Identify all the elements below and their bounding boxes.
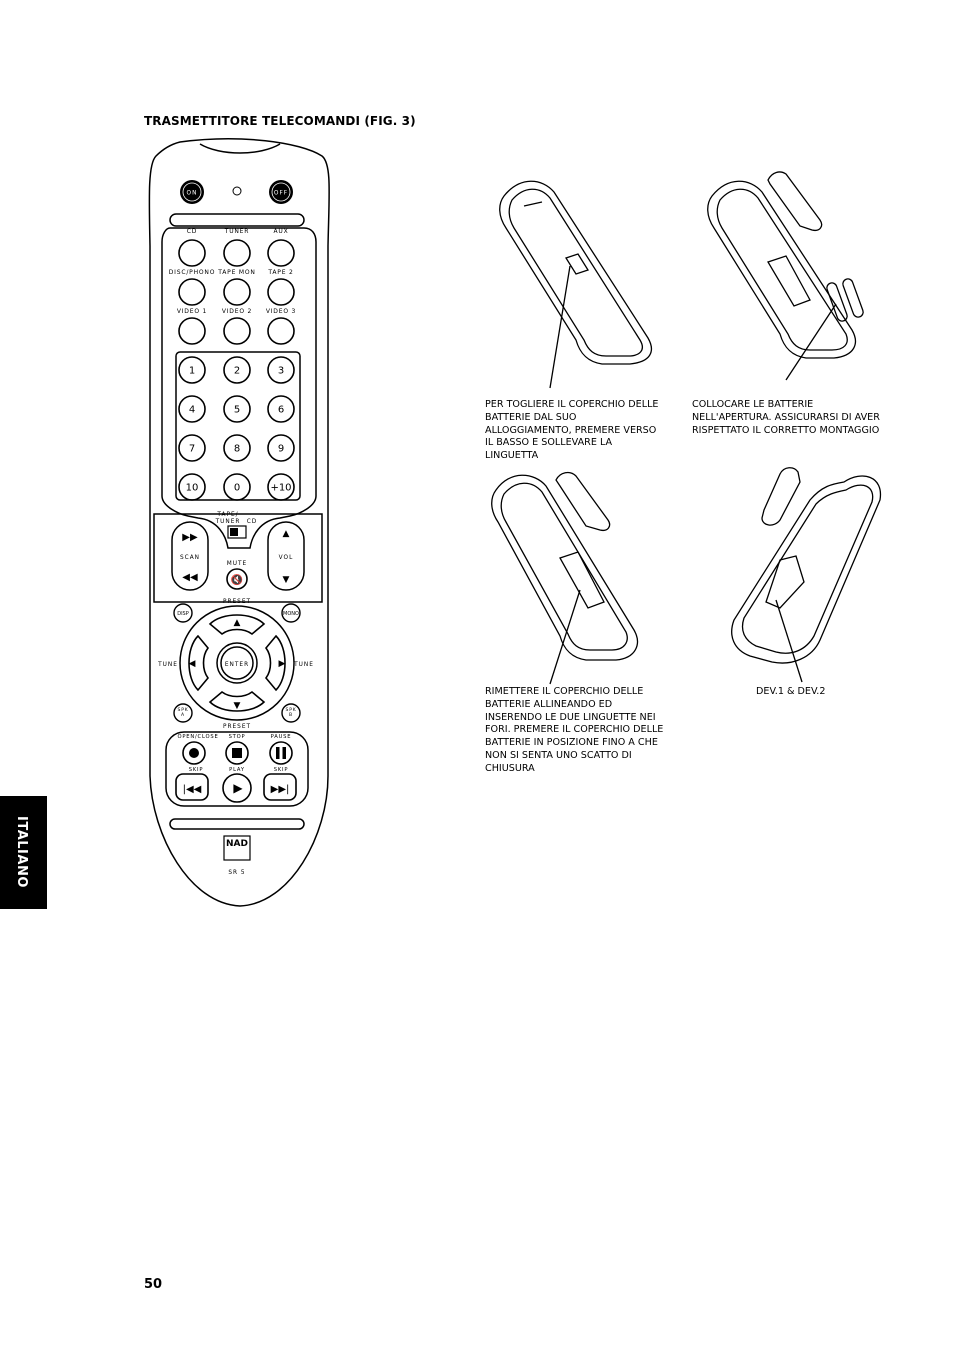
skip-back-label: SKIP bbox=[188, 767, 204, 773]
number-label-8: 8 bbox=[233, 443, 241, 455]
source-label-tuner: TUNER bbox=[224, 228, 250, 235]
pause-icon bbox=[276, 747, 280, 759]
number-label-1: 1 bbox=[188, 365, 196, 377]
page-number: 50 bbox=[144, 1277, 163, 1292]
number-label-7: 7 bbox=[188, 443, 196, 455]
tape-tuner-label: TAPE/ TUNER bbox=[215, 512, 241, 525]
mute-icon: 🔇 bbox=[230, 575, 244, 586]
number-label-3: 3 bbox=[277, 365, 285, 377]
battery-insertion-figure bbox=[708, 172, 865, 380]
number-label-4: 4 bbox=[188, 404, 196, 416]
tune-label-left: TUNE bbox=[158, 662, 178, 668]
battery-cover-removal-figure bbox=[500, 181, 652, 388]
number-label-plus10: +10 bbox=[270, 482, 292, 494]
open-close-label: OPEN/CLOSE bbox=[177, 734, 219, 740]
volume-up-icon[interactable]: ▲ bbox=[282, 529, 290, 539]
spk-b-label: SPK B bbox=[285, 708, 297, 718]
source-label-video-3: VIDEO 3 bbox=[265, 308, 297, 315]
source-button-tuner[interactable] bbox=[224, 240, 250, 266]
enter-button-label[interactable]: ENTER bbox=[224, 662, 250, 668]
brand-label: NAD bbox=[226, 839, 248, 849]
page-title: TRASMETTITORE TELECOMANDI (FIG. 3) bbox=[144, 114, 416, 128]
number-label-0: 0 bbox=[233, 482, 241, 494]
play-label: PLAY bbox=[229, 767, 245, 773]
eject-icon bbox=[189, 748, 199, 758]
mute-label: MUTE bbox=[226, 561, 248, 567]
source-button-cd[interactable] bbox=[179, 240, 205, 266]
caption-dev-switch: DEV.1 & DEV.2 bbox=[756, 686, 826, 697]
off-button-label[interactable]: OFF bbox=[273, 190, 289, 197]
model-label: SR 5 bbox=[228, 870, 246, 876]
battery-cover-replace-figure bbox=[492, 473, 638, 684]
source-button-video-1[interactable] bbox=[179, 318, 205, 344]
source-button-tape-mon[interactable] bbox=[224, 279, 250, 305]
vol-label: VOL bbox=[278, 555, 294, 561]
number-label-2: 2 bbox=[233, 365, 241, 377]
preset-label-top: PRESET bbox=[222, 599, 252, 605]
volume-down-icon[interactable]: ▼ bbox=[282, 575, 290, 585]
rewind-icon[interactable]: ◀◀ bbox=[182, 572, 198, 583]
source-label-cd: CD bbox=[186, 228, 198, 235]
on-button-label[interactable]: ON bbox=[186, 190, 198, 197]
cd-label: CD bbox=[246, 519, 258, 525]
source-button-aux[interactable] bbox=[268, 240, 294, 266]
caption-insert-batteries: COLLOCARE LE BATTERIE NELL'APERTURA. ASSICURARSI DI AVER RISPETTATO IL CORRETTO MONTAGGIO bbox=[692, 399, 880, 436]
pause-button[interactable] bbox=[270, 742, 292, 764]
disp-label: DISP bbox=[177, 611, 189, 617]
pause-label: PAUSE bbox=[270, 734, 292, 740]
caption-replace-cover: RIMETTERE IL COPERCHIO DELLE BATTERIE ALLINEANDO ED INSERENDO LE DUE LINGUETTE NEI FORI. PREMERE IL COPERCHIO DELLE BATTERIE IN POSIZIONE FINO A CHE NON SI SENTA UNO SCATTO DI CHIUSURA bbox=[485, 686, 664, 774]
play-icon: ▶ bbox=[233, 781, 243, 795]
tune-right-icon[interactable]: ▶ bbox=[278, 659, 286, 669]
source-label-aux: AUX bbox=[273, 228, 289, 235]
stop-icon bbox=[232, 748, 242, 758]
preset-up-icon[interactable]: ▲ bbox=[233, 618, 241, 628]
skip-back-icon: |◀◀ bbox=[182, 784, 202, 795]
source-label-video-1: VIDEO 1 bbox=[176, 308, 208, 315]
source-button-video-2[interactable] bbox=[224, 318, 250, 344]
number-label-5: 5 bbox=[233, 404, 241, 416]
language-tab-label: ITALIANO bbox=[14, 816, 29, 888]
skip-forward-label: SKIP bbox=[273, 767, 289, 773]
remote-control-illustration bbox=[140, 136, 340, 916]
source-button-tape-2[interactable] bbox=[268, 279, 294, 305]
tune-left-icon[interactable]: ◀ bbox=[188, 659, 196, 669]
source-label-tape-mon: TAPE MON bbox=[218, 269, 256, 276]
scan-label: SCAN bbox=[179, 555, 201, 561]
number-label-10: 10 bbox=[185, 482, 199, 494]
spk-a-label: SPK A bbox=[177, 708, 189, 718]
source-button-video-3[interactable] bbox=[268, 318, 294, 344]
source-button-disc-phono[interactable] bbox=[179, 279, 205, 305]
dev-switch-figure bbox=[732, 468, 881, 682]
source-label-video-2: VIDEO 2 bbox=[221, 308, 253, 315]
stop-label: STOP bbox=[228, 734, 246, 740]
preset-label-bottom: PRESET bbox=[222, 724, 252, 730]
fast-forward-icon[interactable]: ▶▶ bbox=[182, 532, 198, 543]
number-label-9: 9 bbox=[277, 443, 285, 455]
tune-label-right: TUNE bbox=[294, 662, 314, 668]
skip-forward-icon: ▶▶| bbox=[270, 784, 290, 795]
language-tab bbox=[0, 796, 47, 909]
source-label-disc-phono: DISC/PHONO bbox=[168, 269, 216, 276]
source-label-tape-2: TAPE 2 bbox=[268, 269, 294, 276]
preset-down-icon[interactable]: ▼ bbox=[233, 701, 241, 711]
caption-remove-cover: PER TOGLIERE IL COPERCHIO DELLE BATTERIE DAL SUO ALLOGGIAMENTO, PREMERE VERSO IL BASSO E SOLLEVARE LA LINGUETTA bbox=[485, 399, 659, 462]
number-label-6: 6 bbox=[277, 404, 285, 416]
mono-label: MONO bbox=[283, 611, 299, 617]
